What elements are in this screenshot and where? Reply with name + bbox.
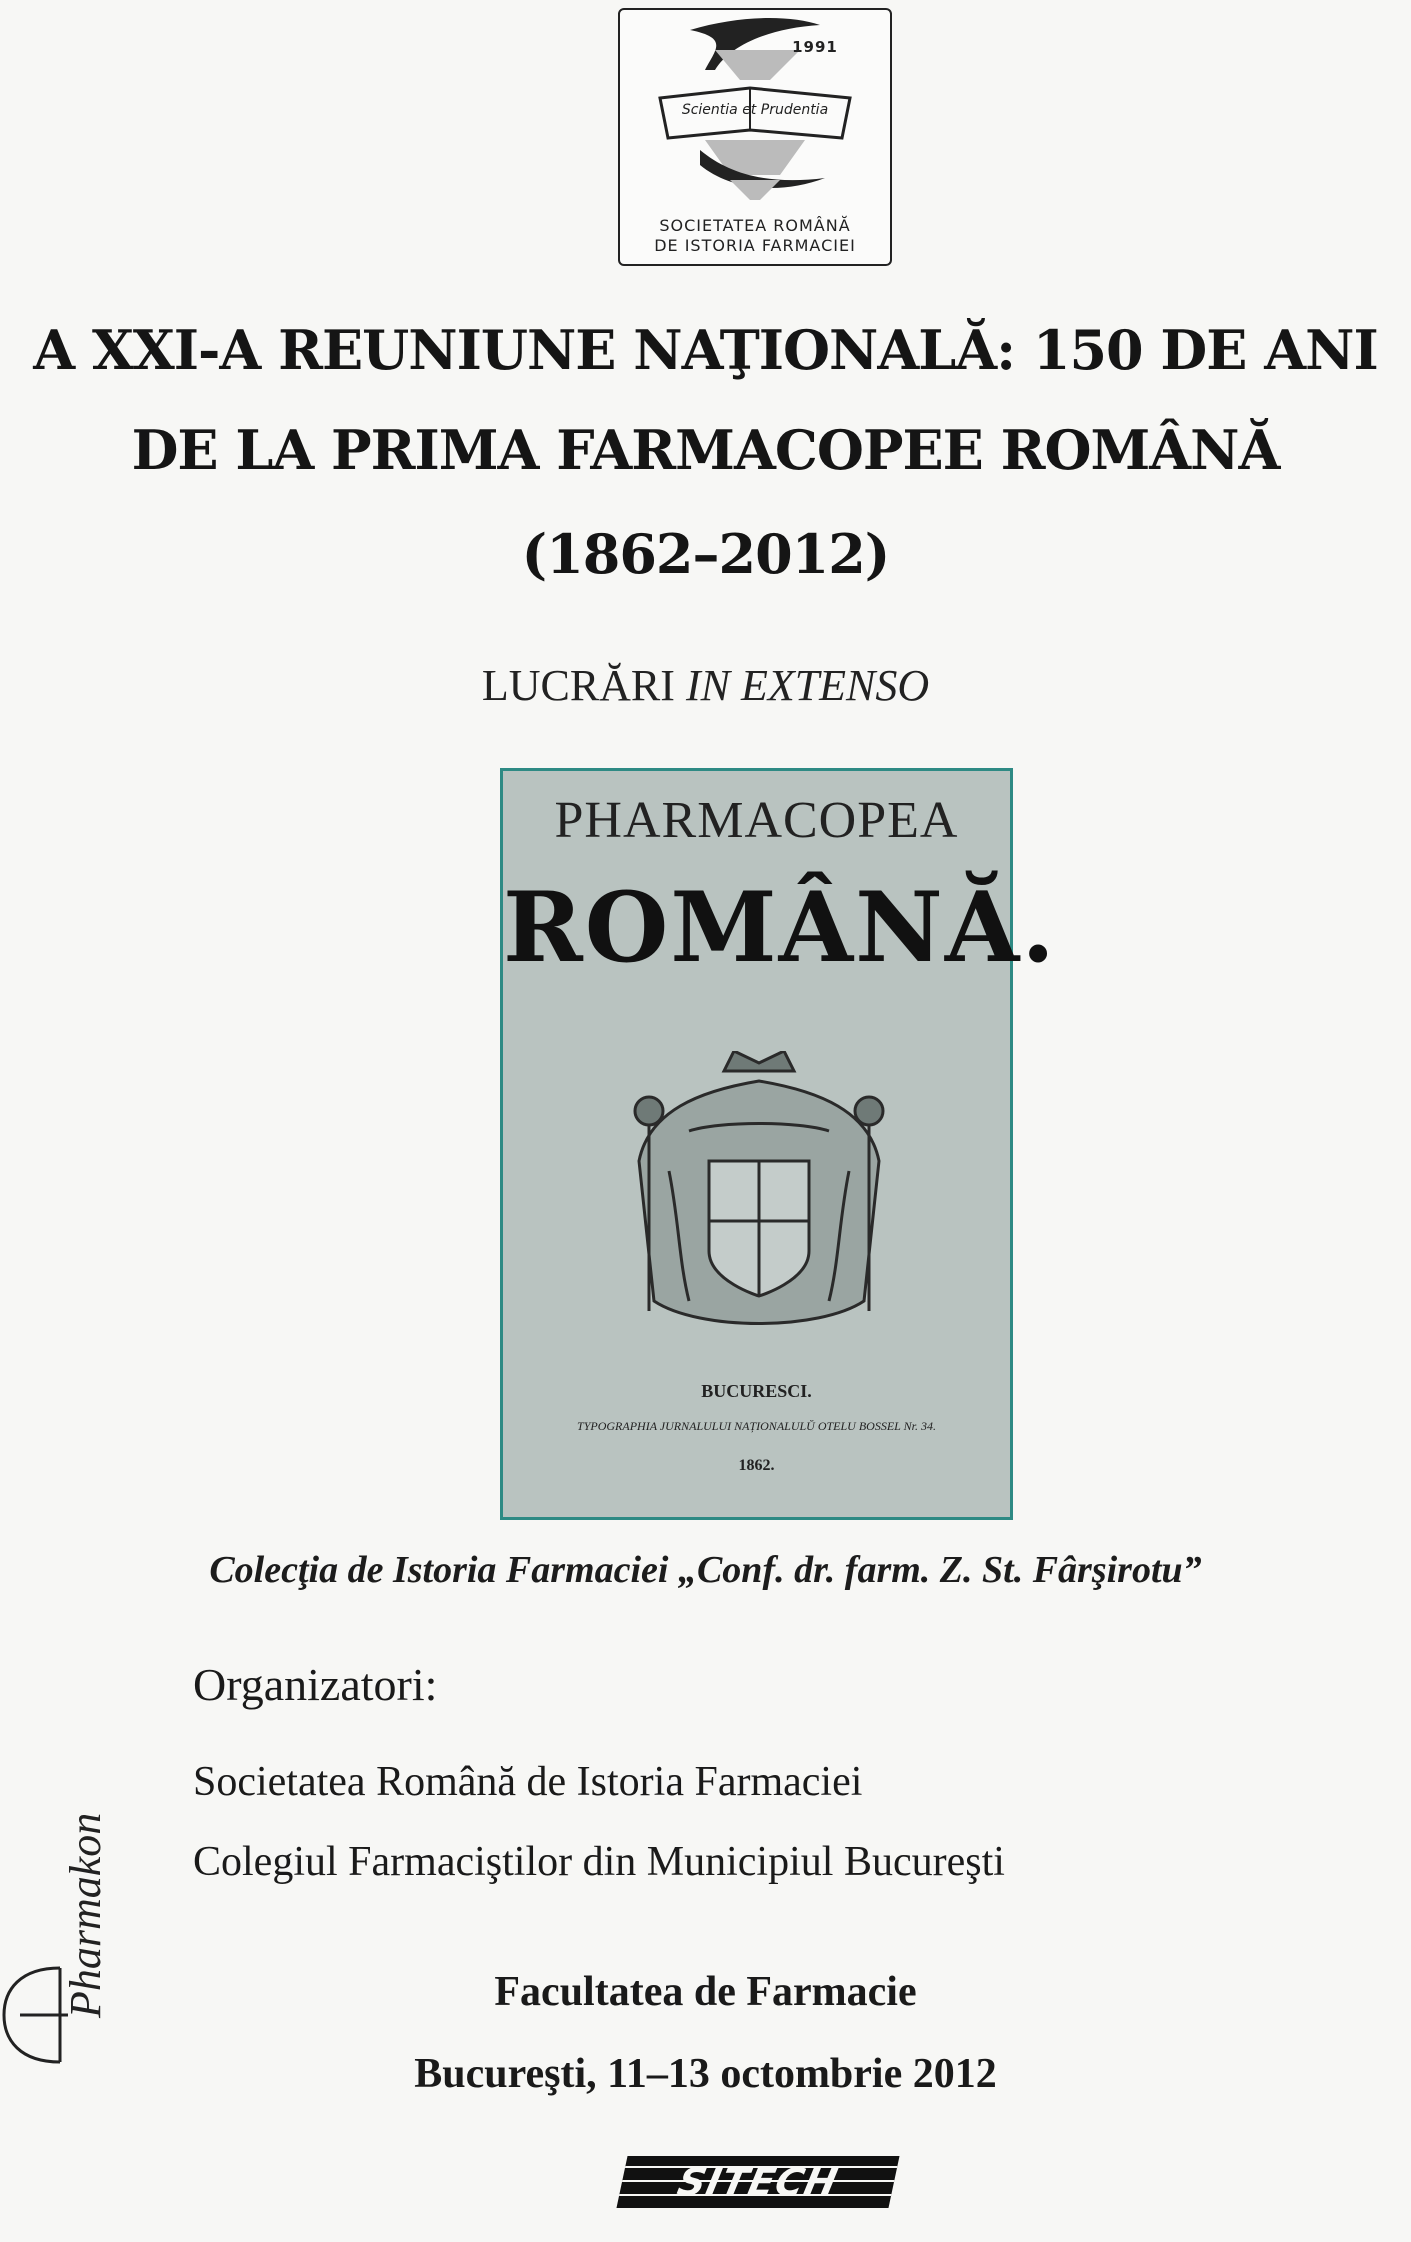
logo-org-line1: SOCIETATEA ROMÂNĂ <box>659 216 851 235</box>
cover-printer: TYPOGRAPHIA JURNALULUI NAȚIONALULŬ OTELU BOSSEL Nr. 34. <box>577 1419 936 1433</box>
logo-motto: Scientia et Prudentia <box>681 102 829 118</box>
pharmakon-label: Pharmakon <box>61 1812 110 2018</box>
coat-of-arms <box>609 1051 909 1351</box>
organizers-heading: Organizatori: <box>193 1659 438 1710</box>
venue-place: Facultatea de Farmacie <box>494 1969 917 2015</box>
publisher-logo: SITECH <box>616 2156 899 2208</box>
pharmacopoeia-cover-image <box>500 768 1057 1520</box>
society-logo <box>618 8 892 266</box>
subtitle-prefix: LUCRĂRI <box>481 661 686 710</box>
organizer-item: Colegiul Farmaciştilor din Municipiul Bucureşti <box>193 1839 1005 1885</box>
title-years: (1862–2012) <box>521 522 890 586</box>
cover-title: ROMÂNĂ. <box>503 871 1057 984</box>
cover-heading: PHARMACOPEA <box>554 792 959 849</box>
logo-year: 1991 <box>792 38 838 56</box>
organizer-item: Societatea Română de Istoria Farmaciei <box>193 1759 863 1805</box>
pharmakon-mark <box>0 1740 140 2030</box>
title-line-1: A XXI-A REUNIUNE NAŢIONALĂ: 150 DE ANI <box>33 318 1378 382</box>
venue-date: Bucureşti, 11–13 octombrie 2012 <box>414 2051 997 2097</box>
title-line-2: DE LA PRIMA FARMACOPEE ROMÂNĂ <box>131 418 1280 482</box>
subtitle-italic: IN EXTENSO <box>685 661 930 710</box>
cover-city: BUCURESCI. <box>701 1381 812 1401</box>
cover-year: 1862. <box>738 1457 775 1474</box>
collection-caption: Colecţia de Istoria Farmaciei „Conf. dr. farm. Z. St. Fârşirotu” <box>209 1549 1202 1591</box>
subtitle <box>0 660 1411 711</box>
logo-org-line2: DE ISTORIA FARMACIEI <box>654 236 856 255</box>
